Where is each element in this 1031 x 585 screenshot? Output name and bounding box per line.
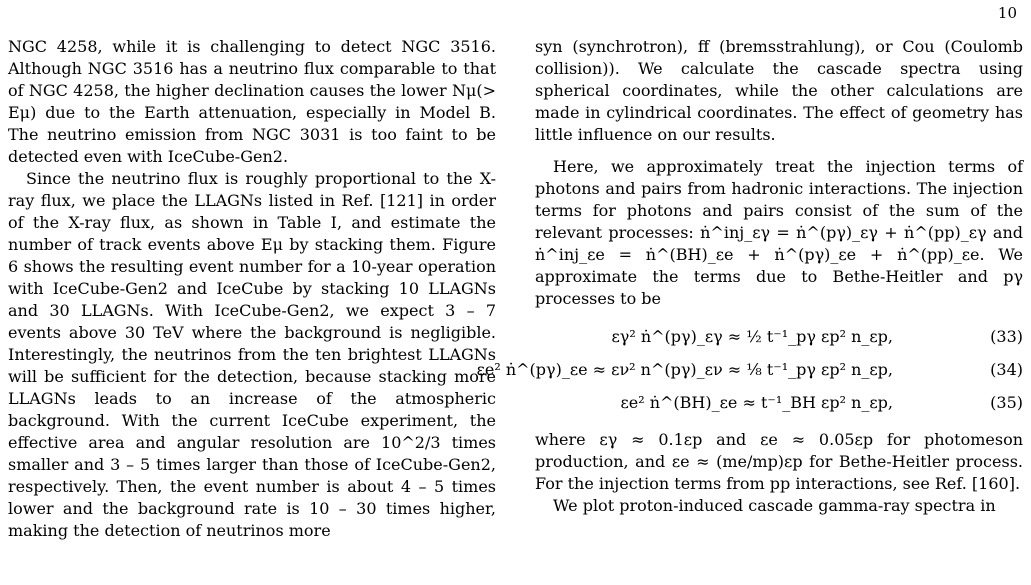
right-paragraph-2: Here, we approximately treat the injection terms of photons and pairs from hadronic interactions. The injection terms for photons and pairs consist of the sum of the relevant processes: ṅ^inj_εγ = ṅ^(pγ)_εγ + ṅ^(pp)_εγ and ṅ^inj_εe = ṅ^(BH)_εe + ṅ^(pγ)_εe + ṅ^(pp)_εe. We approximate the terms due to Bethe-Heitler and pγ processes to be [535, 157, 1023, 308]
equation-34-body: εe² ṅ^(pγ)_εe ≈ εν² n^(pγ)_εν ≈ ⅛ t⁻¹_pγ εp² n_εp, [476, 360, 893, 379]
equation-35-number: (35) [990, 393, 1023, 412]
equation-34 [476, 353, 1023, 386]
equation-34-number: (34) [990, 360, 1023, 379]
equation-35-body: εe² ṅ^(BH)_εe ≈ t⁻¹_BH εp² n_εp, [620, 393, 893, 412]
equation-33-body: εγ² ṅ^(pγ)_εγ ≈ ½ t⁻¹_pγ εp² n_εp, [611, 327, 893, 346]
right-paragraph-1: syn (synchrotron), ff (bremsstrahlung), or Cou (Coulomb collision)). We calculate the cascade spectra using spherical coordinates, while the other calculations are made in cylindrical coordinates. The effect of geometry has little influence on our results. [535, 37, 1023, 144]
page-number: 10 [997, 4, 1017, 22]
right-column [476, 36, 1023, 517]
right-paragraph-4: We plot proton-induced cascade gamma-ray spectra in [553, 496, 996, 515]
equation-35 [535, 386, 1023, 419]
equation-33-number: (33) [990, 327, 1023, 346]
left-paragraph-2: Since the neutrino flux is roughly proportional to the X-ray flux, we place the LLAGNs listed in Ref. [121] in order of the X-ray flux, as shown in Table I, and estimate the number of track events above Eμ by stacking them. Figure 6 shows the resulting event number for a 10-year operation with IceCube-Gen2 and IceCube by stacking 10 LLAGNs and 30 LLAGNs. With IceCube-Gen2, we expect 3 – 7 events above 30 TeV where the background is negligible. Interestingly, the neutrinos from the ten brightest LLAGNs will be sufficient for the detection, because stacking more LLAGNs leads to an increase of the atmospheric background. With the current IceCube experiment, the effective area and angular resolution are 10^2/3 times smaller and 3 – 5 times larger than those of IceCube-Gen2, respectively. Then, the event number is about 4 – 5 times lower and the background rate is 10 – 30 times higher, making the detection of neutrinos more [8, 169, 496, 540]
left-paragraph-1: NGC 4258, while it is challenging to detect NGC 3516. Although NGC 3516 has a neutrino flux comparable to that of NGC 4258, the higher declination causes the lower Nμ(> Eμ) due to the Earth attenuation, especially in Model B. The neutrino emission from NGC 3031 is too faint to be detected even with IceCube-Gen2. [8, 37, 496, 166]
left-column [8, 36, 496, 542]
right-paragraph-3: where εγ ≈ 0.1εp and εe ≈ 0.05εp for photomeson production, and εe ≈ (me/mp)εp for Bethe-Heitler process. For the injection terms from pp interactions, see Ref. [160]. [535, 430, 1023, 493]
equation-33 [535, 320, 1023, 353]
